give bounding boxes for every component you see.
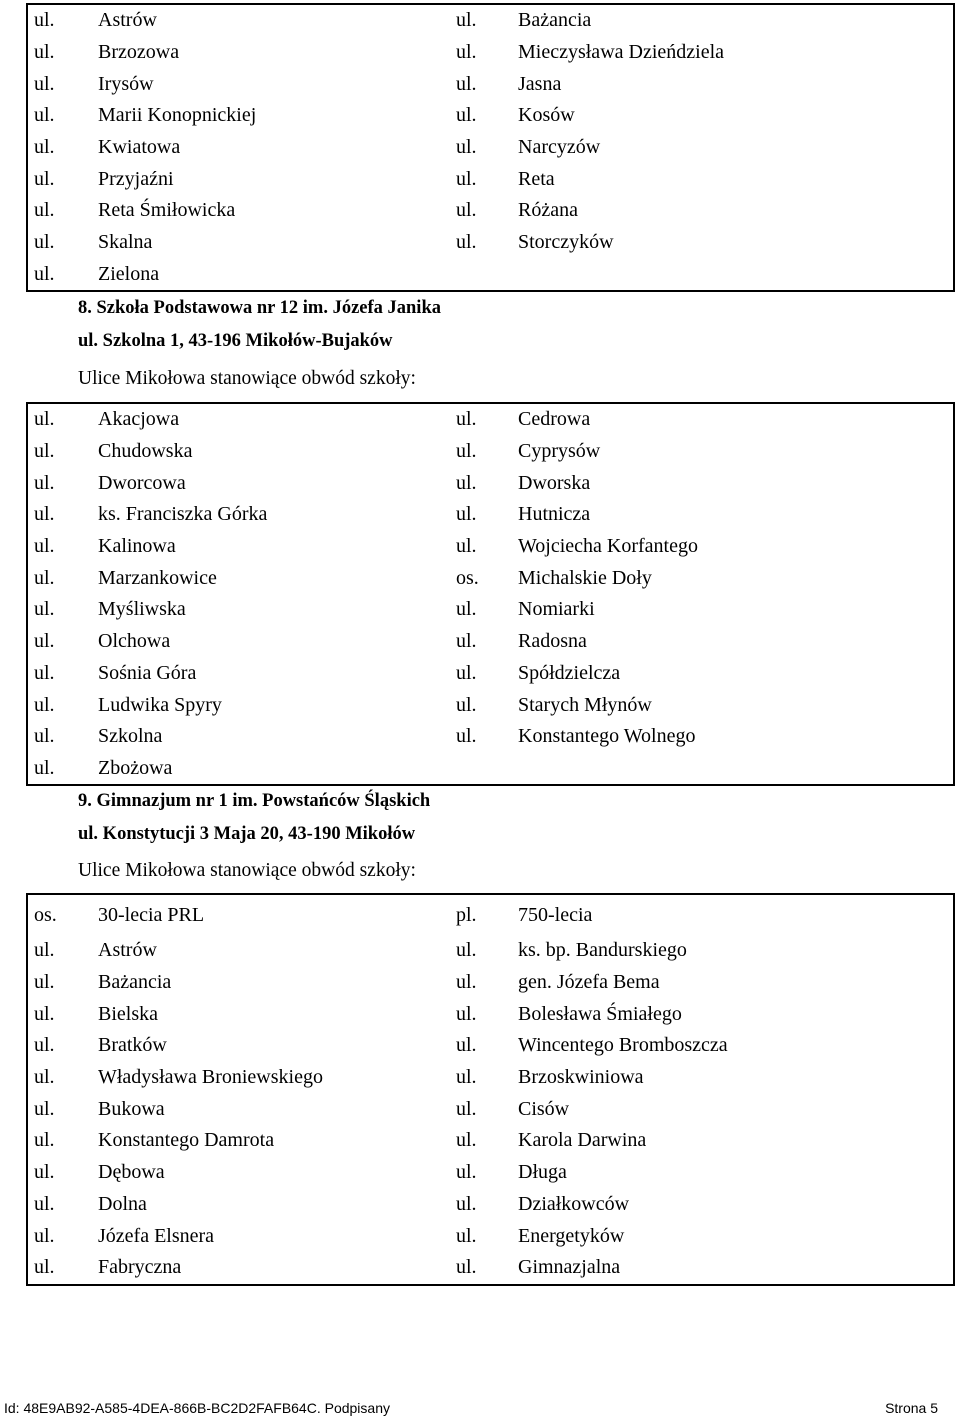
table-row	[28, 998, 953, 1030]
school-8-streets-label: Ulice Mikołowa stanowiące obwód szkoły:	[78, 368, 416, 389]
street-prefix: ul.	[34, 41, 55, 64]
street-name: gen. Józefa Bema	[518, 971, 660, 994]
street-name: Przyjaźni	[98, 167, 174, 190]
street-prefix: ul.	[34, 535, 55, 558]
street-name: Szkolna	[98, 725, 163, 748]
street-name: Jasna	[518, 72, 562, 95]
street-prefix: ul.	[456, 1192, 477, 1215]
street-name: Chudowska	[98, 440, 193, 463]
street-name: ks. Franciszka Górka	[98, 503, 268, 526]
street-name: Myśliwska	[98, 598, 186, 621]
street-prefix: ul.	[34, 1129, 55, 1152]
table-row	[28, 499, 953, 531]
street-prefix: ul.	[34, 1002, 55, 1025]
street-prefix: ul.	[456, 408, 477, 431]
street-name: Fabryczna	[98, 1256, 182, 1279]
street-prefix: ul.	[34, 939, 55, 962]
street-prefix: ul.	[34, 104, 55, 127]
street-name: Reta Śmiłowicka	[98, 199, 236, 222]
street-prefix: ul.	[456, 971, 477, 994]
street-prefix: pl.	[456, 903, 477, 926]
street-name: Gimnazjalna	[518, 1256, 621, 1279]
street-name: Marii Konopnickiej	[98, 104, 257, 127]
school-9-streets-label: Ulice Mikołowa stanowiące obwód szkoły:	[78, 860, 416, 881]
table-row	[28, 404, 953, 436]
street-name: Kosów	[518, 104, 575, 127]
street-name: Akacjowa	[98, 408, 180, 431]
street-prefix: ul.	[456, 471, 477, 494]
street-prefix: ul.	[456, 630, 477, 653]
street-prefix: ul.	[456, 199, 477, 222]
table-row	[28, 37, 953, 69]
street-name: Sośnia Góra	[98, 661, 197, 684]
street-name: Zbożowa	[98, 756, 173, 779]
street-prefix: ul.	[34, 199, 55, 222]
streets-table-1-body	[28, 5, 953, 290]
table-row	[28, 1125, 953, 1157]
table-row	[28, 753, 953, 785]
street-prefix: ul.	[456, 136, 477, 159]
street-prefix: ul.	[456, 598, 477, 621]
streets-table-3	[26, 893, 955, 1286]
street-prefix: ul.	[456, 72, 477, 95]
school-8-name: 8. Szkoła Podstawowa nr 12 im. Józefa Janika	[78, 298, 441, 318]
street-name: Starych Młynów	[518, 693, 652, 716]
streets-table-2	[26, 402, 955, 786]
street-prefix: ul.	[456, 1002, 477, 1025]
table-row	[28, 5, 953, 37]
street-name: Wojciecha Korfantego	[518, 535, 698, 558]
street-name: Kwiatowa	[98, 136, 181, 159]
street-prefix: ul.	[34, 1224, 55, 1247]
street-prefix: ul.	[456, 440, 477, 463]
street-prefix: ul.	[34, 1256, 55, 1279]
street-prefix: ul.	[34, 471, 55, 494]
street-prefix: ul.	[456, 693, 477, 716]
street-name: Bolesława Śmiałego	[518, 1002, 682, 1025]
table-row	[28, 562, 953, 594]
street-prefix: ul.	[34, 756, 55, 779]
school-8-address: ul. Szkolna 1, 43-196 Mikołów-Bujaków	[78, 331, 393, 351]
table-row	[28, 100, 953, 132]
table-row	[28, 935, 953, 967]
street-prefix: ul.	[34, 1192, 55, 1215]
street-prefix: ul.	[456, 1256, 477, 1279]
street-name: Bratków	[98, 1034, 167, 1057]
street-name: Kalinowa	[98, 535, 176, 558]
street-prefix: ul.	[456, 1224, 477, 1247]
school-9-name: 9. Gimnazjum nr 1 im. Powstańców Śląskich	[78, 791, 431, 811]
table-row	[28, 436, 953, 468]
table-row	[28, 227, 953, 259]
table-row	[28, 1157, 953, 1189]
street-prefix: ul.	[34, 440, 55, 463]
table-row	[28, 259, 953, 291]
street-name: Astrów	[98, 9, 157, 32]
street-name: Irysów	[98, 72, 154, 95]
street-prefix: ul.	[34, 1066, 55, 1089]
street-prefix: ul.	[34, 503, 55, 526]
street-prefix: ul.	[34, 598, 55, 621]
street-prefix: ul.	[34, 693, 55, 716]
street-name	[512, 753, 953, 785]
street-name: Ludwika Spyry	[98, 693, 222, 716]
table-row	[28, 1093, 953, 1125]
street-prefix: ul.	[456, 104, 477, 127]
street-prefix: os.	[456, 566, 479, 589]
street-name: Dolna	[98, 1192, 147, 1215]
table-row	[28, 1062, 953, 1094]
street-name: Marzankowice	[98, 566, 217, 589]
street-name: Konstantego Wolnego	[518, 725, 696, 748]
street-name: Energetyków	[518, 1224, 625, 1247]
table-row	[28, 1252, 953, 1284]
street-name: Cedrowa	[518, 408, 591, 431]
street-name: Dworska	[518, 471, 591, 494]
table-row	[28, 531, 953, 563]
table-row	[28, 1189, 953, 1221]
street-prefix: ul.	[34, 725, 55, 748]
street-name: Hutnicza	[518, 503, 591, 526]
street-name: Dębowa	[98, 1161, 165, 1184]
table-row	[28, 467, 953, 499]
street-prefix: ul.	[456, 1097, 477, 1120]
street-name: 30-lecia PRL	[98, 903, 205, 926]
table-row	[28, 895, 953, 935]
street-name: Konstantego Damrota	[98, 1129, 275, 1152]
street-prefix: ul.	[34, 136, 55, 159]
street-name: Olchowa	[98, 630, 171, 653]
street-prefix: ul.	[34, 661, 55, 684]
street-prefix: ul.	[456, 41, 477, 64]
street-prefix: ul.	[456, 503, 477, 526]
school-9-address: ul. Konstytucji 3 Maja 20, 43-190 Mikołów	[78, 824, 416, 844]
table-row	[28, 721, 953, 753]
street-prefix: ul.	[34, 1034, 55, 1057]
street-name: Działkowców	[518, 1192, 630, 1215]
street-name: Wincentego Bromboszcza	[518, 1034, 728, 1057]
street-name: Narcyzów	[518, 136, 601, 159]
street-prefix: ul.	[34, 231, 55, 254]
street-prefix: ul.	[456, 661, 477, 684]
street-prefix: ul.	[34, 1161, 55, 1184]
street-prefix: ul.	[456, 167, 477, 190]
document-id-footer: Id: 48E9AB92-A585-4DEA-866B-BC2D2FAFB64C. Podpisany	[4, 1400, 390, 1416]
street-prefix: ul.	[456, 231, 477, 254]
street-name: Bielska	[98, 1002, 158, 1025]
table-row	[28, 132, 953, 164]
street-name: Astrów	[98, 939, 157, 962]
street-prefix: ul.	[456, 1129, 477, 1152]
street-prefix: ul.	[34, 1097, 55, 1120]
streets-table-1	[26, 3, 955, 292]
street-prefix: ul.	[34, 262, 55, 285]
street-prefix	[450, 753, 512, 785]
street-name: Bażancia	[518, 9, 592, 32]
street-prefix: ul.	[456, 1034, 477, 1057]
street-name: Długa	[518, 1161, 567, 1184]
table-row	[28, 195, 953, 227]
street-prefix: ul.	[34, 566, 55, 589]
street-prefix: ul.	[34, 167, 55, 190]
street-name: Józefa Elsnera	[98, 1224, 215, 1247]
street-prefix: ul.	[34, 9, 55, 32]
street-name: Spółdzielcza	[518, 661, 621, 684]
street-name: Storczyków	[518, 231, 614, 254]
street-prefix: ul.	[34, 408, 55, 431]
street-name: Brzoskwiniowa	[518, 1066, 644, 1089]
table-row	[28, 163, 953, 195]
street-name: 750-lecia	[518, 903, 593, 926]
street-prefix: ul.	[456, 1066, 477, 1089]
street-name: Nomiarki	[518, 598, 595, 621]
table-row	[28, 626, 953, 658]
page-number: Strona 5	[885, 1400, 938, 1416]
table-row	[28, 68, 953, 100]
street-prefix: ul.	[34, 72, 55, 95]
street-name: Różana	[518, 199, 578, 222]
street-name: Skalna	[98, 231, 153, 254]
table-row	[28, 1220, 953, 1252]
street-prefix: ul.	[456, 939, 477, 962]
table-row	[28, 689, 953, 721]
street-name: Radosna	[518, 630, 587, 653]
street-prefix: ul.	[34, 971, 55, 994]
street-prefix	[450, 259, 512, 291]
street-name: Reta	[518, 167, 555, 190]
street-name: Władysława Broniewskiego	[98, 1066, 323, 1089]
table-row	[28, 658, 953, 690]
street-name	[512, 259, 953, 291]
table-row	[28, 967, 953, 999]
street-name: Zielona	[98, 262, 160, 285]
street-prefix: ul.	[456, 535, 477, 558]
street-name: Karola Darwina	[518, 1129, 647, 1152]
streets-table-3-body	[28, 935, 953, 1284]
table-row	[28, 594, 953, 626]
street-name: Michalskie Doły	[518, 566, 652, 589]
street-prefix: ul.	[34, 630, 55, 653]
streets-table-3-first-row	[28, 895, 953, 935]
street-name: Dworcowa	[98, 471, 186, 494]
street-prefix: ul.	[456, 9, 477, 32]
street-prefix: os.	[34, 903, 57, 926]
street-name: Bukowa	[98, 1097, 165, 1120]
street-name: ks. bp. Bandurskiego	[518, 939, 687, 962]
street-name: Brzozowa	[98, 41, 180, 64]
street-prefix: ul.	[456, 725, 477, 748]
table-row	[28, 1030, 953, 1062]
street-name: Bażancia	[98, 971, 172, 994]
streets-table-2-body	[28, 404, 953, 784]
street-name: Cisów	[518, 1097, 570, 1120]
street-name: Mieczysława Dzieńdziela	[518, 41, 725, 64]
street-name: Cyprysów	[518, 440, 601, 463]
street-prefix: ul.	[456, 1161, 477, 1184]
